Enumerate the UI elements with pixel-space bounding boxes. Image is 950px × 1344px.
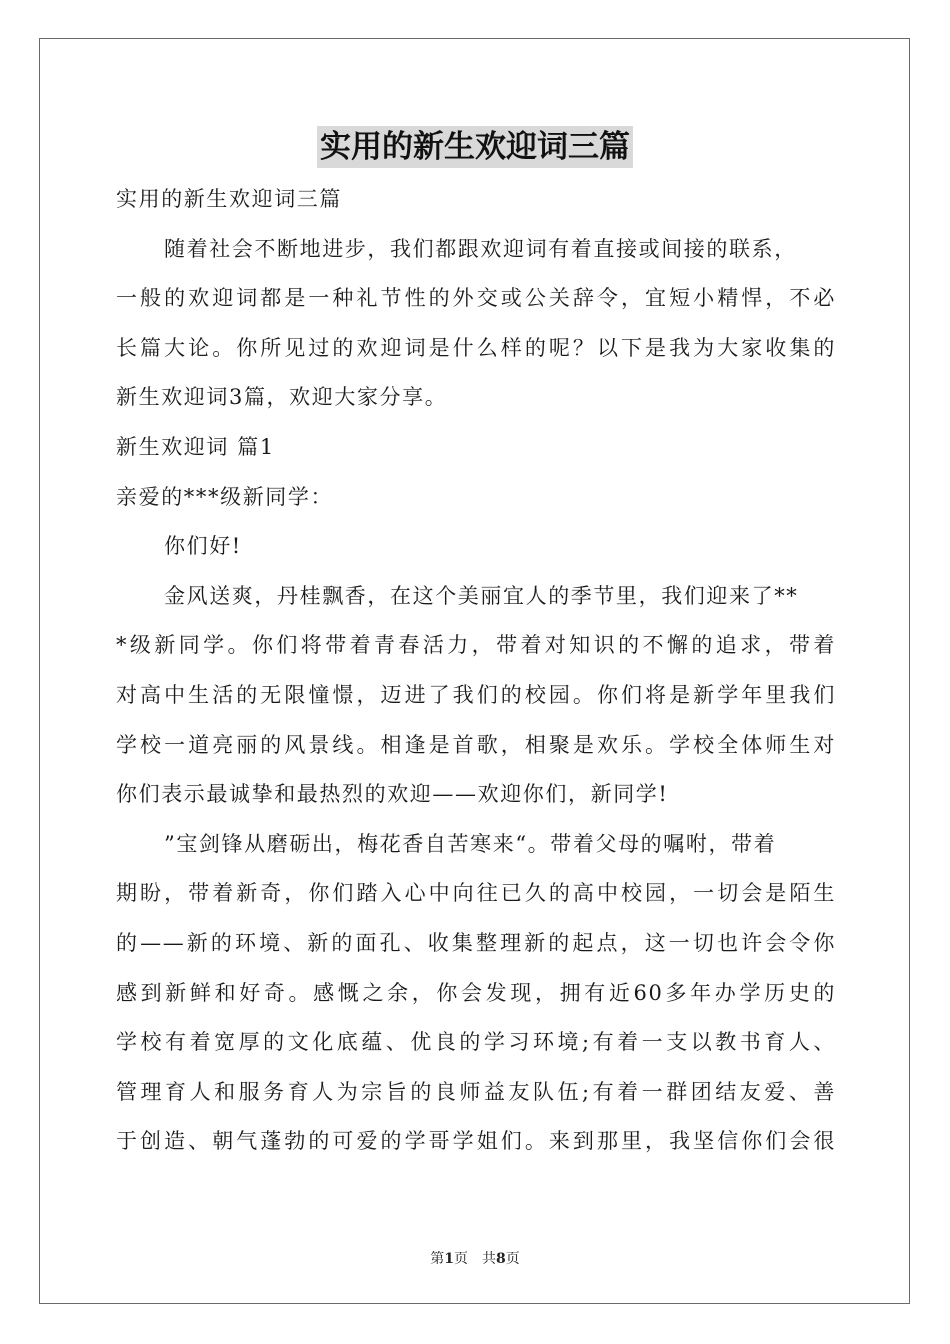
greeting: 你们好! bbox=[164, 534, 242, 559]
text-line: *级新同学。你们将带着青春活力，带着对知识的不懈的追求，带着 bbox=[116, 633, 836, 658]
text-line: 对高中生活的无限憧憬，迈进了我们的校园。你们将是新学年里我们 bbox=[116, 682, 836, 707]
footer-page-mid: 页 共 bbox=[454, 1251, 496, 1267]
text-line-subtitle: 实用的新生欢迎词三篇 bbox=[116, 187, 342, 211]
page-footer bbox=[0, 1248, 950, 1268]
document-body bbox=[116, 180, 836, 1172]
text-line: 感到新鲜和好奇。感慨之余，你会发现，拥有近60多年办学历史的 bbox=[116, 980, 836, 1005]
text-line: 新生欢迎词3篇，欢迎大家分享。 bbox=[116, 385, 448, 410]
document-title: 实用的新生欢迎词三篇 bbox=[317, 126, 633, 168]
text-line: 长篇大论。你所见过的欢迎词是什么样的呢？以下是我为大家收集的 bbox=[116, 335, 836, 360]
text-line: 一般的欢迎词都是一种礼节性的外交或公关辞令，宜短小精悍，不必 bbox=[116, 286, 836, 311]
text-line: 的——新的环境、新的面孔、收集整理新的起点，这一切也许会令你 bbox=[116, 930, 836, 955]
footer-page-suffix: 页 bbox=[505, 1251, 520, 1267]
text-line: 随着社会不断地进步，我们都跟欢迎词有着直接或间接的联系， bbox=[164, 236, 797, 261]
section-heading: 新生欢迎词 篇1 bbox=[116, 434, 275, 459]
text-line: 你们表示最诚挚和最热烈的欢迎——欢迎你们，新同学! bbox=[116, 782, 669, 807]
footer-page-total: 8 bbox=[496, 1251, 506, 1267]
footer-page-prefix: 第 bbox=[430, 1251, 445, 1267]
text-line: 管理育人和服务育人为宗旨的良师益友队伍;有着一群团结友爱、善 bbox=[116, 1079, 836, 1104]
text-line: 金风送爽，丹桂飘香，在这个美丽宜人的季节里，我们迎来了** bbox=[164, 583, 799, 608]
text-line: ”宝剑锋从磨砺出，梅花香自苦寒来“。带着父母的嘱咐，带着 bbox=[164, 831, 777, 856]
footer-page-current: 1 bbox=[444, 1251, 454, 1267]
text-line: 学校有着宽厚的文化底蕴、优良的学习环境;有着一支以教书育人、 bbox=[116, 1030, 836, 1055]
text-line: 于创造、朝气蓬勃的可爱的学哥学姐们。来到那里，我坚信你们会很 bbox=[116, 1129, 836, 1154]
salutation: 亲爱的***级新同学： bbox=[116, 484, 334, 509]
document-title-wrap bbox=[0, 126, 950, 168]
text-line: 学校一道亮丽的风景线。相逢是首歌，相聚是欢乐。学校全体师生对 bbox=[116, 732, 836, 757]
text-line: 期盼，带着新奇，你们踏入心中向往已久的高中校园，一切会是陌生 bbox=[116, 881, 836, 906]
